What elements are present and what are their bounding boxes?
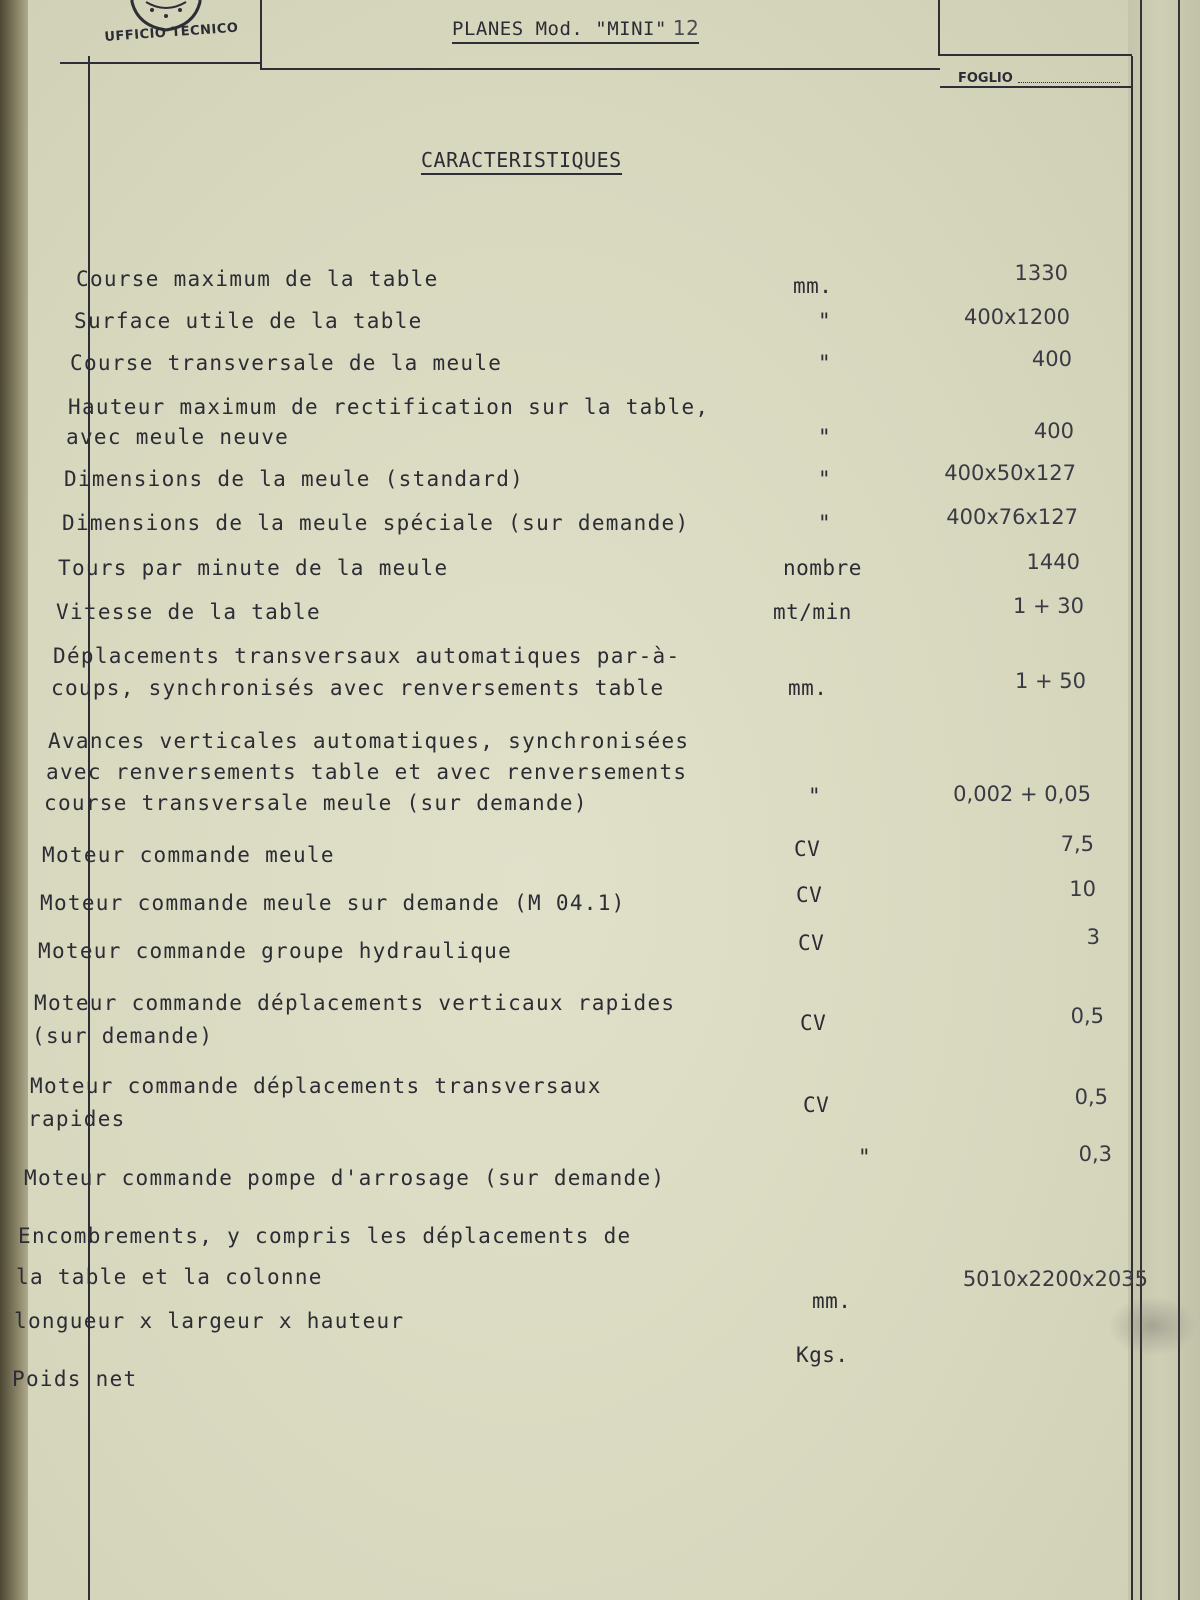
title-block-rule	[260, 68, 940, 70]
spec-value: 400x50x127	[944, 461, 1076, 485]
spec-unit: CV	[798, 931, 825, 955]
spec-value: 1330	[1014, 261, 1068, 285]
document-model-title	[452, 16, 699, 44]
spec-value: 1440	[1026, 550, 1080, 574]
book-binding-edge	[0, 0, 30, 1600]
spec-label: Dimensions de la meule spéciale (sur demande)	[62, 511, 690, 535]
spec-label: (sur demande)	[32, 1024, 214, 1048]
spec-label: Moteur commande meule sur demande (M 04.1)	[40, 891, 626, 915]
foglio-label: FOGLIO	[958, 71, 1013, 86]
spec-value: 0,5	[1070, 1004, 1104, 1028]
spec-label: Vitesse de la table	[56, 600, 321, 624]
spec-unit: CV	[794, 837, 821, 861]
spec-label: course transversale meule (sur demande)	[44, 791, 588, 815]
spec-unit: "	[818, 511, 832, 535]
spec-value: 400x1200	[964, 305, 1070, 329]
spec-unit: "	[818, 351, 832, 375]
spec-value: 10	[1069, 877, 1096, 901]
underlying-page-frame-line	[1178, 0, 1180, 1600]
spec-value: 0,3	[1078, 1142, 1112, 1166]
spec-value: 400x76x127	[946, 505, 1078, 529]
title-block-divider	[938, 0, 940, 56]
spec-label: Moteur commande déplacements transversaux	[30, 1074, 602, 1098]
spec-label: longueur x largeur x hauteur	[14, 1309, 405, 1333]
spec-label: avec renversements table et avec renversements	[46, 760, 688, 784]
spec-value: 5010x2200x2035	[962, 1267, 1148, 1291]
spec-label: Dimensions de la meule (standard)	[64, 467, 525, 491]
spec-unit: "	[808, 784, 822, 808]
spec-label: Moteur commande pompe d'arrosage (sur demande)	[24, 1166, 666, 1190]
spec-label: Encombrements, y compris les déplacements de	[18, 1224, 632, 1248]
spec-value: 1 + 30	[1012, 594, 1084, 618]
spec-unit: CV	[803, 1093, 830, 1117]
spec-label: Surface utile de la table	[74, 309, 423, 333]
spec-unit: mt/min	[773, 600, 852, 624]
document-sheet	[12, 0, 1148, 1600]
spec-label: Hauteur maximum de rectification sur la table,	[68, 395, 710, 419]
sheet-frame-right	[1131, 56, 1133, 1600]
spec-unit: "	[818, 309, 832, 333]
spec-unit: "	[818, 467, 832, 491]
spec-value: 400	[1033, 419, 1074, 443]
page-title: CARACTERISTIQUES	[421, 148, 622, 175]
spec-unit: mm.	[793, 274, 833, 298]
spec-unit: mm.	[788, 676, 828, 700]
title-block-divider	[260, 0, 262, 68]
spec-label: Moteur commande déplacements verticaux rapides	[34, 991, 676, 1015]
spec-label: Moteur commande meule	[42, 843, 335, 867]
spec-label: Poids net	[12, 1367, 138, 1391]
foglio-number-field	[1018, 82, 1120, 83]
spec-unit: Kgs.	[796, 1343, 849, 1367]
spec-value: 7,5	[1060, 832, 1094, 856]
department-label: UFFICIO TECNICO	[104, 20, 239, 45]
spec-unit: "	[818, 425, 832, 449]
spec-value: 0,5	[1074, 1085, 1108, 1109]
spec-label: Moteur commande groupe hydraulique	[38, 939, 513, 963]
spec-label: la table et la colonne	[16, 1265, 323, 1289]
spec-label: Tours par minute de la meule	[58, 556, 449, 580]
spec-label: Déplacements transversaux automatiques par-à-	[53, 644, 681, 668]
spec-unit: "	[858, 1145, 872, 1169]
spec-label: Avances verticales automatiques, synchronisées	[48, 729, 690, 753]
underlying-page-frame-line	[1140, 0, 1142, 1600]
spec-label: avec meule neuve	[66, 425, 290, 449]
spec-value: 0,002 + 0,05	[953, 782, 1091, 806]
spec-value: 1 + 50	[1014, 669, 1086, 693]
spec-value: 3	[1086, 925, 1100, 949]
spec-label: rapides	[28, 1107, 126, 1131]
spec-label: Course transversale de la meule	[70, 351, 503, 375]
spec-unit: mm.	[812, 1289, 852, 1313]
model-name: PLANES Mod. "MINI"	[452, 18, 667, 40]
foglio-box-rule	[940, 86, 1132, 88]
title-block-rule	[60, 62, 260, 64]
spec-unit: nombre	[783, 556, 862, 580]
title-block-rule	[940, 54, 1132, 56]
ink-smudge	[1108, 1296, 1198, 1356]
spec-value: 400	[1031, 347, 1072, 371]
spec-unit: CV	[796, 883, 823, 907]
spec-unit: CV	[800, 1011, 827, 1035]
spec-label: Course maximum de la table	[76, 267, 439, 291]
spec-label: coups, synchronisés avec renversements table	[51, 676, 665, 700]
model-number: 12	[672, 16, 700, 40]
